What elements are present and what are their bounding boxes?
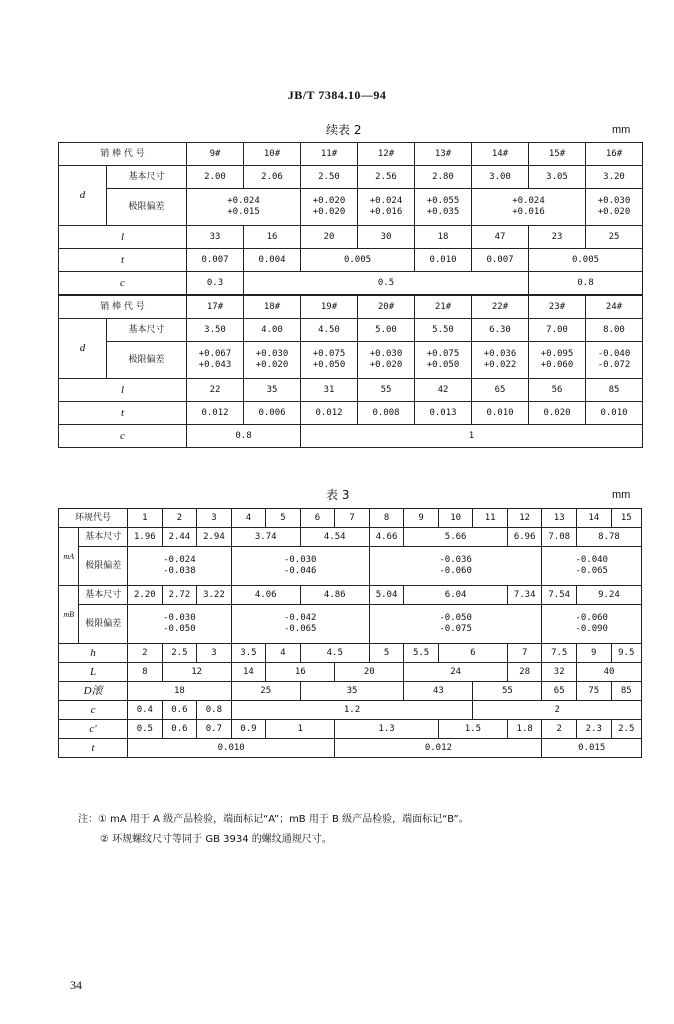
dev-cell: +0.030 +0.020 xyxy=(358,342,415,379)
l-cell: 85 xyxy=(586,379,643,402)
h-label: h xyxy=(59,644,128,663)
dev-cell: +0.030 +0.020 xyxy=(586,189,643,226)
c-prime-cell: 1.5 xyxy=(438,720,507,739)
basic-cell: 3.00 xyxy=(472,166,529,189)
t-cell: 0.020 xyxy=(529,402,586,425)
basic-cell: 5.00 xyxy=(358,319,415,342)
table2-unit: mm xyxy=(612,124,631,136)
t-cell: 0.007 xyxy=(472,249,529,272)
c-cell: 0.5 xyxy=(244,272,529,296)
table-row xyxy=(59,701,642,720)
table-row xyxy=(59,342,643,379)
basic-cell: 2.44 xyxy=(162,528,197,547)
table-row xyxy=(59,379,643,402)
basic-cell: 1.96 xyxy=(128,528,163,547)
table-row xyxy=(59,166,643,189)
c-prime-cell: 0.7 xyxy=(197,720,232,739)
c-cell: 0.3 xyxy=(187,272,244,296)
dev-cell: -0.042 -0.065 xyxy=(231,605,369,644)
dev-cell: -0.040 -0.072 xyxy=(586,342,643,379)
t-cell: 0.012 xyxy=(301,402,358,425)
code-cell: 10# xyxy=(244,143,301,166)
l-cell: 25 xyxy=(586,226,643,249)
basic-cell: 9.24 xyxy=(576,586,641,605)
table-row xyxy=(59,319,643,342)
L-cell: 12 xyxy=(162,663,231,682)
basic-cell: 3.74 xyxy=(231,528,300,547)
L-cell: 24 xyxy=(404,663,508,682)
c-prime-cell: 2.3 xyxy=(576,720,611,739)
document-header: JB/T 7384.10—94 xyxy=(287,88,387,102)
c-cell: 0.8 xyxy=(529,272,643,296)
code-cell: 15# xyxy=(529,143,586,166)
c-prime-cell: 1.8 xyxy=(507,720,542,739)
c-prime-cell: 0.6 xyxy=(162,720,197,739)
t-cell: 0.010 xyxy=(415,249,472,272)
t-cell: 0.012 xyxy=(187,402,244,425)
D-cell: 25 xyxy=(231,682,300,701)
table-row xyxy=(59,425,643,448)
l-cell: 22 xyxy=(187,379,244,402)
code-cell: 8 xyxy=(369,509,404,528)
l-cell: 16 xyxy=(244,226,301,249)
basic-cell: 2.80 xyxy=(415,166,472,189)
dev-cell: +0.075 +0.050 xyxy=(415,342,472,379)
code-cell: 9 xyxy=(404,509,439,528)
h-cell: 5.5 xyxy=(404,644,439,663)
h-cell: 5 xyxy=(369,644,404,663)
code-cell: 4 xyxy=(231,509,266,528)
dev-cell: -0.040 -0.065 xyxy=(542,547,642,586)
table-3 xyxy=(58,508,642,758)
basic-cell: 2.50 xyxy=(301,166,358,189)
dev-label: 极限偏差 xyxy=(107,342,187,379)
code-cell: 6 xyxy=(300,509,335,528)
table-row xyxy=(59,739,642,758)
table-row xyxy=(59,272,643,296)
table-row xyxy=(59,249,643,272)
code-label: 销 棒 代 号 xyxy=(59,143,187,166)
table-row xyxy=(59,509,642,528)
t-cell: 0.005 xyxy=(529,249,643,272)
c-prime-cell: 0.5 xyxy=(128,720,163,739)
D-cell: 43 xyxy=(404,682,473,701)
code-cell: 13# xyxy=(415,143,472,166)
basic-cell: 6.30 xyxy=(472,319,529,342)
l-cell: 30 xyxy=(358,226,415,249)
code-cell: 15 xyxy=(611,509,641,528)
basic-cell: 7.00 xyxy=(529,319,586,342)
D-cell: 55 xyxy=(473,682,542,701)
basic-cell: 2.72 xyxy=(162,586,197,605)
code-cell: 1 xyxy=(128,509,163,528)
l-cell: 18 xyxy=(415,226,472,249)
basic-cell: 4.50 xyxy=(301,319,358,342)
l-cell: 56 xyxy=(529,379,586,402)
basic-cell: 2.06 xyxy=(244,166,301,189)
D-cell: 85 xyxy=(611,682,641,701)
c-label: c xyxy=(59,272,187,296)
basic-label: 基本尺寸 xyxy=(79,586,128,605)
table-row xyxy=(59,682,642,701)
dev-label: 极限偏差 xyxy=(79,605,128,644)
c-prime-cell: 2 xyxy=(542,720,577,739)
c-cell: 0.8 xyxy=(187,425,301,448)
code-cell: 20# xyxy=(358,295,415,319)
basic-label: 基本尺寸 xyxy=(79,528,128,547)
D-cell: 18 xyxy=(128,682,232,701)
basic-cell: 6.04 xyxy=(404,586,508,605)
L-cell: 40 xyxy=(576,663,641,682)
code-cell: 3 xyxy=(197,509,232,528)
code-cell: 11# xyxy=(301,143,358,166)
t-cell: 0.006 xyxy=(244,402,301,425)
basic-cell: 3.50 xyxy=(187,319,244,342)
dev-cell: -0.060 -0.090 xyxy=(542,605,642,644)
code-cell: 16# xyxy=(586,143,643,166)
table-row xyxy=(59,644,642,663)
c-cell: 1 xyxy=(301,425,643,448)
basic-cell: 3.22 xyxy=(197,586,232,605)
t-cell: 0.007 xyxy=(187,249,244,272)
c-cell: 2 xyxy=(473,701,642,720)
t-cell: 0.013 xyxy=(415,402,472,425)
l-label: l xyxy=(59,379,187,402)
t-cell: 0.005 xyxy=(301,249,415,272)
D-cell: 35 xyxy=(300,682,404,701)
h-cell: 2 xyxy=(128,644,163,663)
basic-cell: 5.50 xyxy=(415,319,472,342)
basic-cell: 8.78 xyxy=(576,528,641,547)
basic-cell: 2.56 xyxy=(358,166,415,189)
dev-cell: -0.030 -0.050 xyxy=(128,605,232,644)
h-cell: 4 xyxy=(266,644,301,663)
note-2: ② 环规螺纹尺寸等同于 GB 3934 的螺纹通规尺寸。 xyxy=(100,834,332,845)
dev-cell: +0.095 +0.060 xyxy=(529,342,586,379)
code-cell: 23# xyxy=(529,295,586,319)
D-label: D滚 xyxy=(59,682,128,701)
code-label: 环规代号 xyxy=(59,509,128,528)
table-row xyxy=(59,402,643,425)
table3-unit: mm xyxy=(612,489,631,501)
code-cell: 14# xyxy=(472,143,529,166)
c-cell: 0.4 xyxy=(128,701,163,720)
dev-cell: +0.055 +0.035 xyxy=(415,189,472,226)
code-cell: 18# xyxy=(244,295,301,319)
D-cell: 75 xyxy=(576,682,611,701)
basic-cell: 4.06 xyxy=(231,586,300,605)
dev-cell: +0.020 +0.020 xyxy=(301,189,358,226)
l-label: l xyxy=(59,226,187,249)
L-label: L xyxy=(59,663,128,682)
basic-cell: 5.66 xyxy=(404,528,508,547)
c-cell: 1.2 xyxy=(231,701,473,720)
table-row xyxy=(59,295,643,319)
l-cell: 65 xyxy=(472,379,529,402)
D-cell: 65 xyxy=(542,682,577,701)
code-cell: 12# xyxy=(358,143,415,166)
code-cell: 17# xyxy=(187,295,244,319)
dev-cell: +0.024 +0.016 xyxy=(358,189,415,226)
t-cell: 0.010 xyxy=(128,739,335,758)
dev-cell: -0.050 -0.075 xyxy=(369,605,542,644)
dev-cell: +0.030 +0.020 xyxy=(244,342,301,379)
L-cell: 8 xyxy=(128,663,163,682)
basic-cell: 4.00 xyxy=(244,319,301,342)
table3-caption: 表 3 xyxy=(326,488,350,502)
l-cell: 47 xyxy=(472,226,529,249)
t-cell: 0.010 xyxy=(586,402,643,425)
h-cell: 3 xyxy=(197,644,232,663)
basic-cell: 2.00 xyxy=(187,166,244,189)
basic-label: 基本尺寸 xyxy=(107,166,187,189)
basic-cell: 7.08 xyxy=(542,528,577,547)
l-cell: 35 xyxy=(244,379,301,402)
h-cell: 9.5 xyxy=(611,644,641,663)
t-cell: 0.010 xyxy=(472,402,529,425)
L-cell: 16 xyxy=(266,663,335,682)
h-cell: 3.5 xyxy=(231,644,266,663)
basic-cell: 5.04 xyxy=(369,586,404,605)
c-prime-cell: 1.3 xyxy=(335,720,439,739)
table-2 xyxy=(58,142,643,448)
dev-cell: +0.036 +0.022 xyxy=(472,342,529,379)
code-cell: 24# xyxy=(586,295,643,319)
code-cell: 22# xyxy=(472,295,529,319)
l-cell: 55 xyxy=(358,379,415,402)
page-number: 34 xyxy=(70,978,82,992)
table-row xyxy=(59,226,643,249)
basic-cell: 4.54 xyxy=(300,528,369,547)
L-cell: 20 xyxy=(335,663,404,682)
c-label: c xyxy=(59,425,187,448)
code-cell: 11 xyxy=(473,509,508,528)
basic-cell: 8.00 xyxy=(586,319,643,342)
h-cell: 7 xyxy=(507,644,542,663)
c-prime-cell: 0.9 xyxy=(231,720,266,739)
c-prime-label: c' xyxy=(59,720,128,739)
c-prime-cell: 1 xyxy=(266,720,335,739)
table-row xyxy=(59,189,643,226)
code-cell: 5 xyxy=(266,509,301,528)
h-cell: 7.5 xyxy=(542,644,577,663)
table-row xyxy=(59,720,642,739)
table-row xyxy=(59,547,642,586)
basic-cell: 3.05 xyxy=(529,166,586,189)
c-cell: 0.8 xyxy=(197,701,232,720)
code-cell: 19# xyxy=(301,295,358,319)
t-label: t xyxy=(59,402,187,425)
h-cell: 2.5 xyxy=(162,644,197,663)
t-label: t xyxy=(59,739,128,758)
mb-label: mB xyxy=(59,586,79,644)
table-row xyxy=(59,528,642,547)
basic-cell: 4.86 xyxy=(300,586,369,605)
code-cell: 7 xyxy=(335,509,370,528)
code-cell: 14 xyxy=(576,509,611,528)
L-cell: 14 xyxy=(231,663,266,682)
basic-cell: 4.66 xyxy=(369,528,404,547)
h-cell: 9 xyxy=(576,644,611,663)
code-cell: 2 xyxy=(162,509,197,528)
basic-cell: 3.20 xyxy=(586,166,643,189)
table-row xyxy=(59,663,642,682)
code-cell: 10 xyxy=(438,509,473,528)
c-cell: 0.6 xyxy=(162,701,197,720)
c-label: c xyxy=(59,701,128,720)
h-cell: 4.5 xyxy=(300,644,369,663)
c-prime-cell: 2.5 xyxy=(611,720,641,739)
dev-cell: -0.030 -0.046 xyxy=(231,547,369,586)
dev-cell: +0.024 +0.016 xyxy=(472,189,586,226)
L-cell: 32 xyxy=(542,663,577,682)
dev-cell: -0.036 -0.060 xyxy=(369,547,542,586)
code-cell: 21# xyxy=(415,295,472,319)
code-label: 销 棒 代 号 xyxy=(59,295,187,319)
t-cell: 0.015 xyxy=(542,739,642,758)
code-cell: 9# xyxy=(187,143,244,166)
code-cell: 12 xyxy=(507,509,542,528)
table-row xyxy=(59,605,642,644)
table-row xyxy=(59,586,642,605)
table2-caption: 续表 2 xyxy=(326,123,362,137)
t-label: t xyxy=(59,249,187,272)
d-label: d xyxy=(59,319,107,379)
l-cell: 42 xyxy=(415,379,472,402)
dev-label: 极限偏差 xyxy=(107,189,187,226)
t-cell: 0.012 xyxy=(335,739,542,758)
code-cell: 13 xyxy=(542,509,577,528)
dev-cell: +0.075 +0.050 xyxy=(301,342,358,379)
basic-cell: 2.94 xyxy=(197,528,232,547)
basic-cell: 7.34 xyxy=(507,586,542,605)
d-label: d xyxy=(59,166,107,226)
l-cell: 20 xyxy=(301,226,358,249)
basic-cell: 6.96 xyxy=(507,528,542,547)
basic-cell: 2.20 xyxy=(128,586,163,605)
h-cell: 6 xyxy=(438,644,507,663)
dev-cell: +0.024 +0.015 xyxy=(187,189,301,226)
l-cell: 23 xyxy=(529,226,586,249)
basic-cell: 7.54 xyxy=(542,586,577,605)
t-cell: 0.008 xyxy=(358,402,415,425)
ma-label: mA xyxy=(59,528,79,586)
t-cell: 0.004 xyxy=(244,249,301,272)
basic-label: 基本尺寸 xyxy=(107,319,187,342)
L-cell: 28 xyxy=(507,663,542,682)
dev-cell: -0.024 -0.038 xyxy=(128,547,232,586)
note-1: 注：① mA 用于 A 级产品检验，端面标记“A”；mB 用于 B 级产品检验，端面标记“B”。 xyxy=(78,814,469,825)
l-cell: 33 xyxy=(187,226,244,249)
dev-cell: +0.067 +0.043 xyxy=(187,342,244,379)
dev-label: 极限偏差 xyxy=(79,547,128,586)
table-row xyxy=(59,143,643,166)
l-cell: 31 xyxy=(301,379,358,402)
